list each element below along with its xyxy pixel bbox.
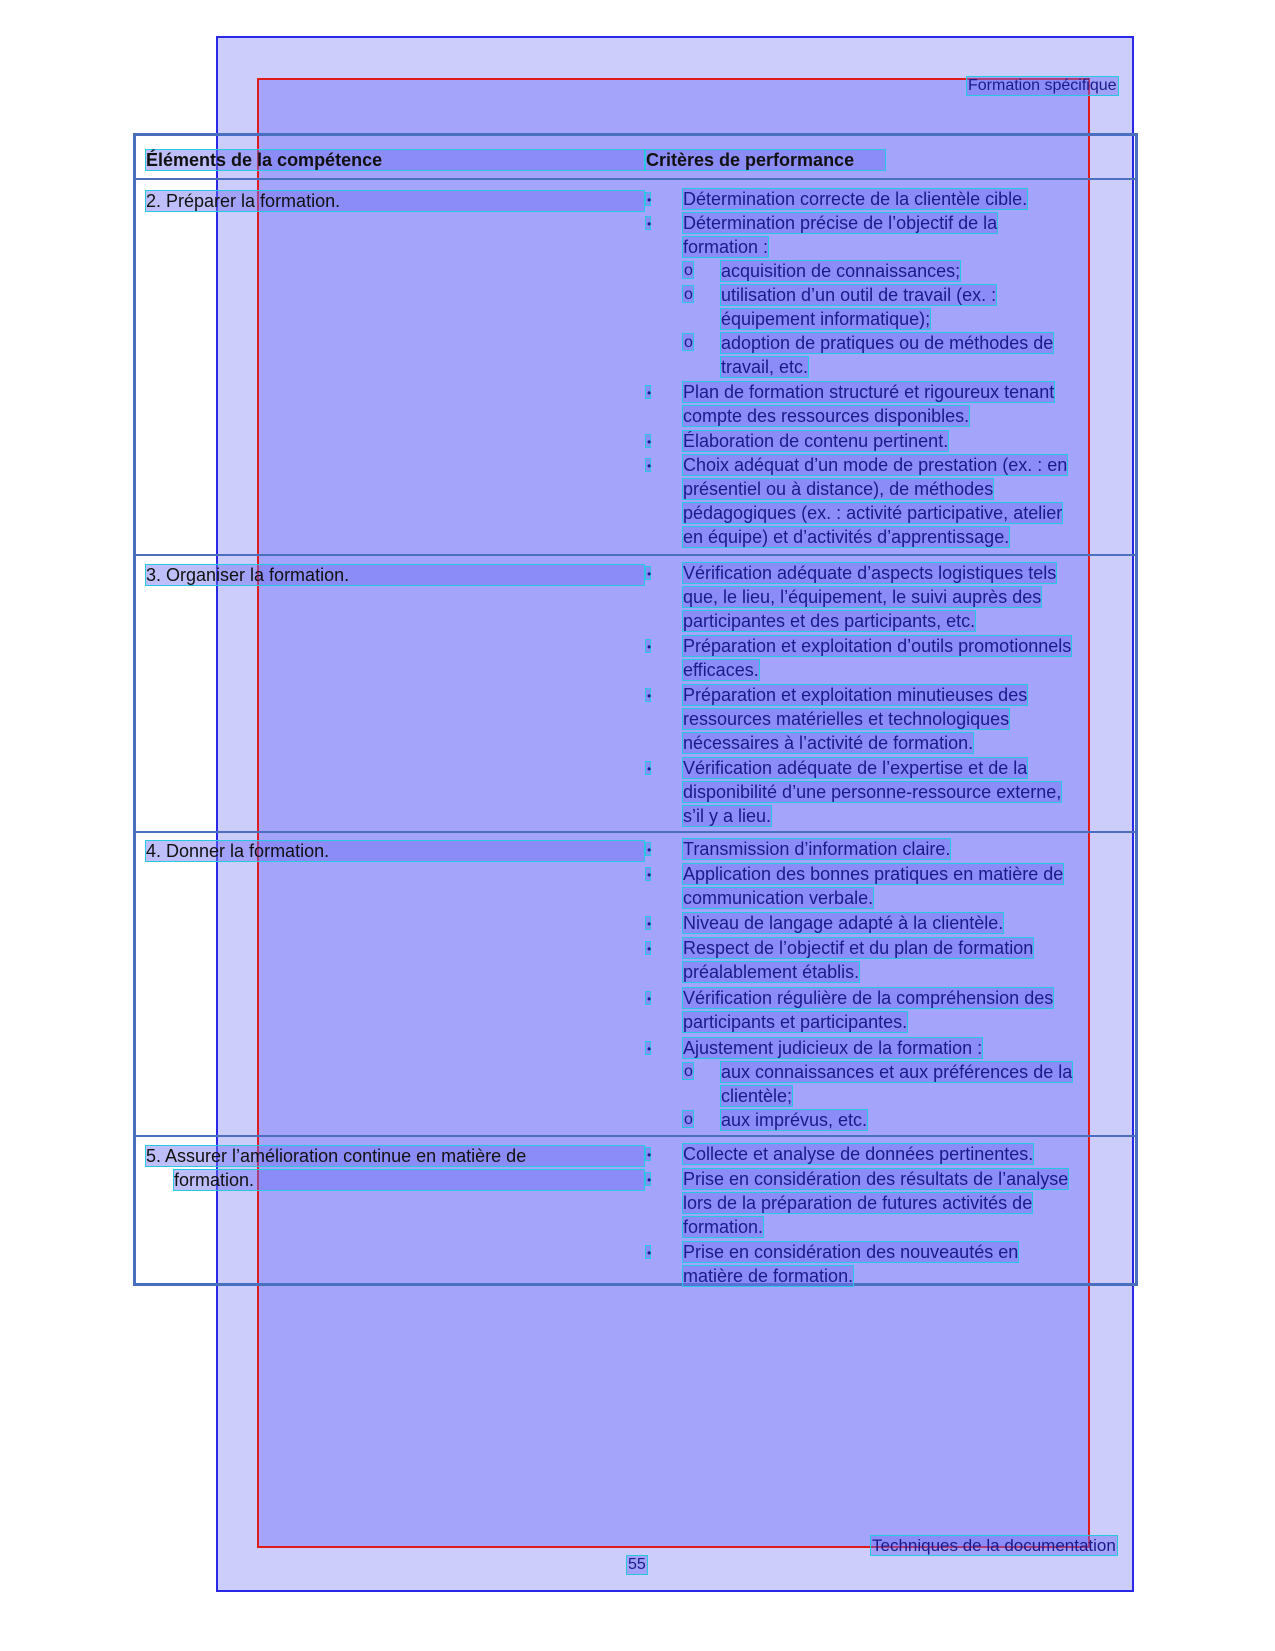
criterion: formation. — [683, 1217, 764, 1237]
criterion: ressources matérielles et technologiques — [683, 709, 1010, 729]
criterion: Détermination correcte de la clientèle cible. — [683, 189, 1028, 209]
row-divider — [133, 1135, 1138, 1137]
row-divider — [133, 554, 1138, 556]
sub-bullet: o — [684, 1063, 693, 1080]
bullet: • — [647, 640, 652, 654]
criterion: Collecte et analyse de données pertinentes. — [683, 1144, 1034, 1164]
criterion: Plan de formation structuré et rigoureux tenant — [683, 382, 1055, 402]
element-3: 3. Organiser la formation. — [145, 564, 645, 586]
col-header-criteria: Critères de performance — [645, 149, 886, 171]
criterion: Transmission d’information claire. — [683, 839, 951, 859]
criterion: Élaboration de contenu pertinent. — [683, 431, 949, 451]
sub-criterion: acquisition de connaissances; — [721, 261, 961, 281]
element-5: 5. Assurer l’amélioration continue en matière de — [145, 1145, 645, 1167]
criterion: pédagogiques (ex. : activité participative, atelier — [683, 503, 1063, 523]
criterion: matière de formation. — [683, 1266, 854, 1286]
sub-criterion: aux imprévus, etc. — [721, 1110, 868, 1130]
bullet: • — [647, 762, 652, 776]
row-divider — [133, 831, 1138, 833]
bullet: • — [647, 917, 652, 931]
criterion: lors de la préparation de futures activités de — [683, 1193, 1033, 1213]
bullet: • — [647, 1246, 652, 1260]
bullet: • — [647, 386, 652, 400]
criterion: Application des bonnes pratiques en matière de — [683, 864, 1064, 884]
criterion: formation : — [683, 237, 769, 257]
bullet: • — [647, 1173, 652, 1187]
bullet: • — [647, 843, 652, 857]
header-divider — [133, 178, 1138, 180]
bullet: • — [647, 689, 652, 703]
bullet: • — [647, 1148, 652, 1162]
bullet: • — [647, 567, 652, 581]
criterion: efficaces. — [683, 660, 759, 680]
bullet: • — [647, 435, 652, 449]
sub-criterion: clientèle; — [721, 1086, 793, 1106]
sub-bullet: o — [684, 286, 693, 303]
criterion: compte des ressources disponibles. — [683, 406, 970, 426]
criterion: disponibilité d’une personne-ressource externe, — [683, 782, 1062, 802]
criterion: Détermination précise de l’objectif de la — [683, 213, 998, 233]
element-4: 4. Donner la formation. — [145, 840, 645, 862]
criterion: en équipe) et d’activités d’apprentissage. — [683, 527, 1010, 547]
criterion: présentiel ou à distance), de méthodes — [683, 479, 994, 499]
criterion: Vérification adéquate d’aspects logistiques tels — [683, 563, 1057, 583]
element-2: 2. Préparer la formation. — [145, 190, 645, 212]
sub-criterion: équipement informatique); — [721, 309, 931, 329]
page-number: 55 — [628, 1556, 646, 1573]
criterion: Prise en considération des résultats de l’analyse — [683, 1169, 1069, 1189]
sub-bullet: o — [684, 1111, 693, 1128]
criterion: participants et participantes. — [683, 1012, 908, 1032]
sub-bullet: o — [684, 334, 693, 351]
criterion: Vérification adéquate de l’expertise et de la — [683, 758, 1028, 778]
criterion: Préparation et exploitation minutieuses des — [683, 685, 1028, 705]
bullet: • — [647, 193, 652, 207]
criterion: Prise en considération des nouveautés en — [683, 1242, 1019, 1262]
bullet: • — [647, 992, 652, 1006]
element-5-continued: formation. — [173, 1169, 645, 1191]
sub-criterion: aux connaissances et aux préférences de la — [721, 1062, 1073, 1082]
criterion: préalablement établis. — [683, 962, 860, 982]
running-header: Formation spécifique — [968, 77, 1117, 94]
criterion: Respect de l’objectif et du plan de formation — [683, 938, 1034, 958]
criterion: Vérification régulière de la compréhension des — [683, 988, 1054, 1008]
col-header-elements: Éléments de la compétence — [145, 149, 645, 171]
criterion: Choix adéquat d’un mode de prestation (ex. : en — [683, 455, 1068, 475]
criterion: que, le lieu, l’équipement, le suivi auprès des — [683, 587, 1042, 607]
sub-criterion: travail, etc. — [721, 357, 809, 377]
sub-criterion: utilisation d’un outil de travail (ex. : — [721, 285, 997, 305]
bullet: • — [647, 1042, 652, 1056]
bullet: • — [647, 459, 652, 473]
criterion: nécessaires à l’activité de formation. — [683, 733, 974, 753]
bullet: • — [647, 868, 652, 882]
criterion: participantes et des participants, etc. — [683, 611, 976, 631]
criterion: communication verbale. — [683, 888, 874, 908]
running-footer: Techniques de la documentation — [872, 1536, 1116, 1555]
bullet: • — [647, 942, 652, 956]
criterion: Préparation et exploitation d’outils promotionnels — [683, 636, 1072, 656]
criterion: Ajustement judicieux de la formation : — [683, 1038, 983, 1058]
sub-criterion: adoption de pratiques ou de méthodes de — [721, 333, 1054, 353]
bullet: • — [647, 217, 652, 231]
criterion: Niveau de langage adapté à la clientèle. — [683, 913, 1004, 933]
criterion: s’il y a lieu. — [683, 806, 772, 826]
sub-bullet: o — [684, 262, 693, 279]
